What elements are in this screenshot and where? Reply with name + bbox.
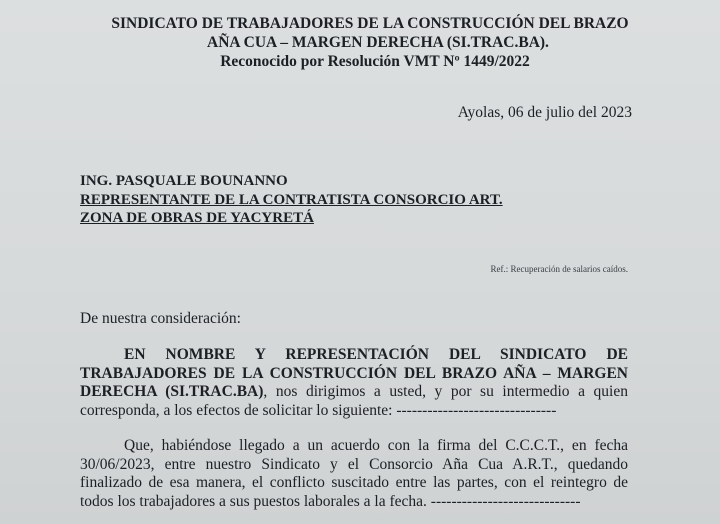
letterhead-line-1: SINDICATO DE TRABAJADORES DE LA CONSTRUCCIÓN DEL BRAZO <box>111 15 629 32</box>
recipient-title: REPRESENTANTE DE LA CONTRATISTA CONSORCIO ART. <box>80 191 503 208</box>
letterhead-line-3: Reconocido por Resolución VMT Nº 1449/2022 <box>220 53 530 70</box>
paragraph-1-rest: , nos dirigimos a usted, y por su intermedio a quien corresponda, a los efectos de solicitar lo siguiente: ------------------------------- <box>80 383 628 419</box>
recipient-block <box>80 172 503 228</box>
letterhead-line-2: AÑA CUA – MARGEN DERECHA (SI.TRAC.BA). <box>207 34 549 51</box>
paragraph-1-bold: EN NOMBRE Y REPRESENTACIÓN DEL SINDICATO DE TRABAJADORES DE LA CONSTRUCCIÓN DEL BRAZO AÑA – MARGEN DERECHA (SI.TRAC.BA) <box>80 346 628 400</box>
paragraph-2 <box>80 437 628 511</box>
greeting: De nuestra consideración: <box>80 310 241 327</box>
reference-line: Ref.: Recuperación de salarios caídos. <box>490 264 628 274</box>
paragraph-2-text: Que, habiéndose llegado a un acuerdo con la firma del C.C.C.T., en fecha 30/06/2023, entre nuestro Sindicato y el Consorcio Aña Cua A.R.T., quedando finalizado de esa manera, el conflicto suscitado entre las partes, con el reintegro de todos los trabajadores a sus puestos laborales a la fecha. ----------------------------- <box>80 437 628 510</box>
recipient-name: ING. PASQUALE BOUNANNO <box>80 173 288 189</box>
letterhead <box>0 14 720 71</box>
recipient-location: ZONA DE OBRAS DE YACYRETÁ <box>80 210 314 226</box>
paragraph-1 <box>80 346 628 420</box>
letter-date: Ayolas, 06 de julio del 2023 <box>457 104 632 121</box>
